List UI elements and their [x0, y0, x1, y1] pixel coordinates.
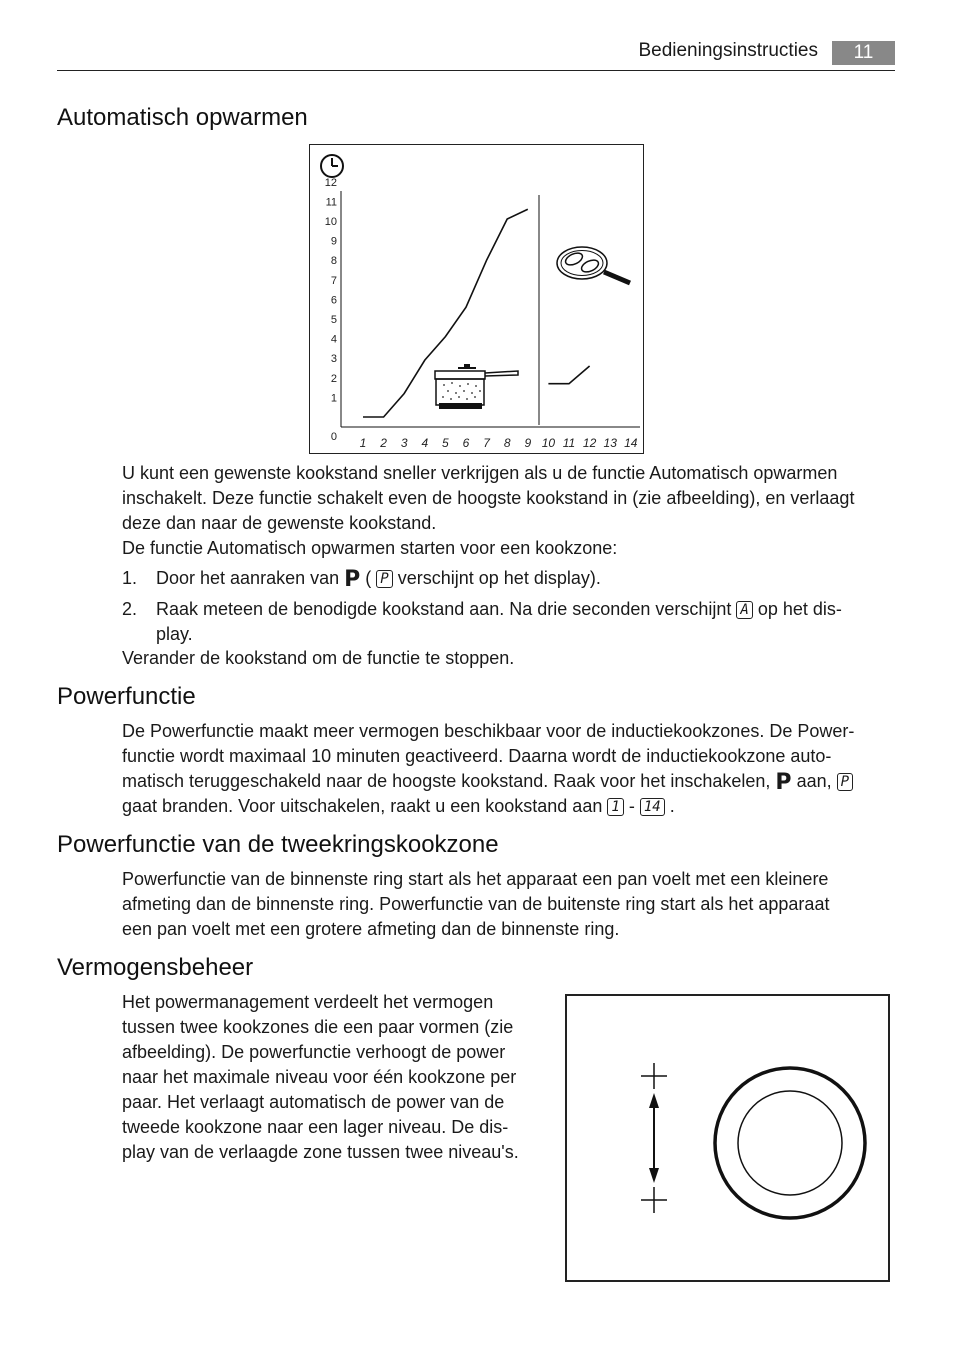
double-arrow-icon [649, 1093, 659, 1183]
x-tick-label: 2 [380, 436, 387, 450]
y-tick-label: 1 [330, 392, 337, 405]
x-tick-label: 8 [503, 436, 511, 450]
y-tick-label: 3 [330, 353, 337, 366]
power-key-symbol: P [775, 770, 792, 795]
frying-pan-icon [557, 247, 630, 283]
display-p-symbol: P [376, 570, 392, 588]
y-tick-label: 10 [324, 216, 337, 228]
heading-vermogensbeheer: Vermogensbeheer [57, 954, 254, 981]
x-tick-label: 10 [541, 436, 556, 450]
x-tick-label: 11 [562, 436, 576, 450]
power-management-diagram [567, 996, 888, 1280]
display-p-symbol: P [837, 773, 853, 791]
y-tick-label: 11 [325, 196, 337, 209]
plus-icon [641, 1187, 667, 1213]
tweekrings-description: Powerfunctie van de binnenste ring start als het apparaat een pan voelt met een kleinere afmeting dan de binnenste ring. Powerfunctie van de buitenste ring start als het apparaat een pan voelt met een grotere afmeting dan de binnenste ring. [122, 869, 830, 939]
x-tick-label: 14 [624, 436, 638, 450]
heading-automatisch-opwarmen: Automatisch opwarmen [57, 104, 308, 131]
display-1-symbol: 1 [607, 798, 623, 816]
clock-icon [321, 155, 343, 177]
cooking-zone-icon [715, 1068, 865, 1218]
x-tick-label: 7 [483, 436, 490, 450]
y-tick-label: 0 [330, 431, 337, 443]
auto-heat-start-intro: De functie Automatisch opwarmen starten voor een kookzone: [122, 538, 618, 558]
x-tick-label: 13 [603, 436, 617, 450]
display-14-symbol: 14 [640, 798, 665, 816]
list-item-step-1: 1. Door het aanraken van P ( P verschijnt op het display). [122, 567, 601, 592]
power-key-symbol: P [344, 567, 361, 592]
series-line [363, 209, 528, 417]
page-number: 11 [832, 41, 895, 65]
heat-up-chart-figure [309, 144, 644, 454]
y-tick-label: 6 [330, 294, 337, 307]
x-tick-label: 6 [462, 436, 470, 450]
powerfunctie-description: De Powerfunctie maakt meer vermogen beschikbaar voor de inductiekookzones. De Power- functie wordt maximaal 10 minuten geactiveerd. Daarna wordt de inductiekookzone auto- matisch teruggeschakeld naar de hoogste kookstand. Raak voor het inschakelen, P aan, P gaat branden. Voor uitschakelen, raakt u een kookstand aan 1 - 14 . [122, 721, 855, 816]
display-a-symbol: A [736, 601, 752, 619]
x-tick-label: 9 [524, 436, 532, 450]
y-tick-label: 5 [330, 314, 337, 326]
header-rule [57, 70, 895, 71]
header-title: Bedieningsinstructies [638, 40, 818, 61]
auto-heat-description: U kunt een gewenste kookstand sneller verkrijgen als u de functie Automatisch opwarmen inschakelt. Deze functie schakelt even de hoogste kookstand in (zie afbeelding), en verlaagt deze dan naar de gewenste kookstand. [122, 463, 855, 533]
plus-icon [641, 1063, 667, 1089]
list-item-step-2: 2. Raak meteen de benodigde kookstand aan. Na drie seconden verschijnt A op het dis- play. [122, 599, 842, 644]
power-management-figure [565, 994, 890, 1282]
cooking-pot-icon [435, 364, 518, 409]
y-tick-label: 12 [324, 176, 337, 189]
series-line [548, 366, 589, 384]
heading-powerfunctie: Powerfunctie [57, 683, 196, 710]
heat-up-chart [310, 145, 642, 452]
y-tick-label: 8 [330, 255, 337, 268]
y-tick-label: 9 [330, 235, 337, 248]
x-tick-label: 3 [400, 436, 408, 450]
x-tick-label: 1 [359, 436, 367, 450]
x-tick-label: 5 [442, 436, 449, 450]
y-tick-label: 4 [330, 333, 337, 346]
x-tick-label: 4 [421, 436, 429, 450]
vermogensbeheer-description: Het powermanagement verdeelt het vermogen tussen twee kookzones die een paar vormen (zie afbeelding). De powerfunctie verhoogt de power naar het maximale niveau voor één kookzone per paar. Het verlaagt automatisch de power van de tweede kookzone naar een lager niveau. De dis- play van de verlaagde zone tussen twee niveau's. [122, 992, 519, 1162]
y-tick-label: 7 [330, 274, 337, 287]
auto-heat-stop-note: Verander de kookstand om de functie te stoppen. [122, 648, 515, 668]
x-tick-label: 12 [582, 436, 597, 450]
y-tick-label: 2 [330, 372, 337, 385]
heading-powerfunctie-tweekrings: Powerfunctie van de tweekringskookzone [57, 831, 499, 858]
